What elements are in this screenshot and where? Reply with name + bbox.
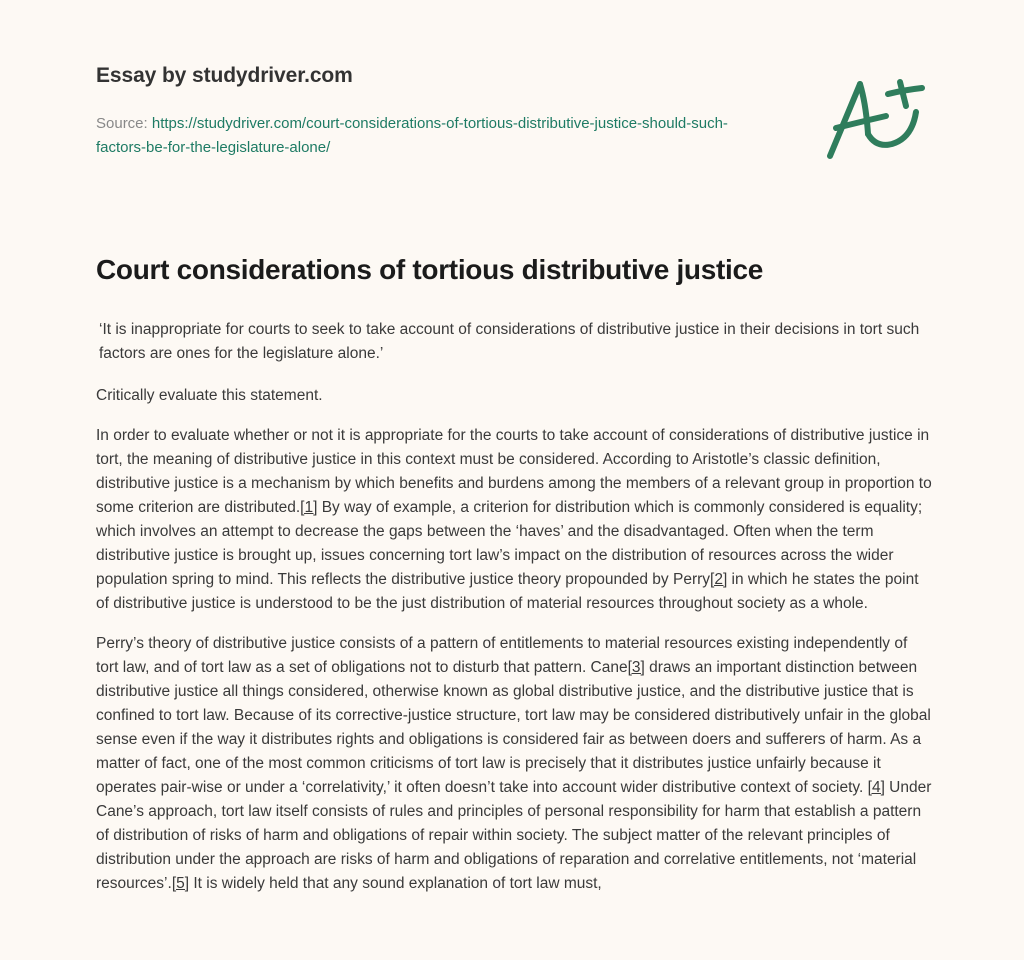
paragraph-2-text-a: Perry’s theory of distributive justice consists of a pattern of entitlements to material resources existing independently of tort law, and of tort law as a set of obligations not to disturb that pattern. Cane <box>96 635 908 676</box>
footnote-link-5[interactable]: [5] <box>171 875 190 892</box>
paragraph-2 <box>96 632 932 896</box>
paragraph-1-text-c: in which he states the point of distributive justice is understood to be the just distribution of material resources throughout society as a whole. <box>96 571 919 612</box>
source-line <box>96 112 736 160</box>
essay-prompt: Critically evaluate this statement. <box>96 387 323 404</box>
site-title: Essay by studydriver.com <box>96 64 353 87</box>
source-link[interactable]: https://studydriver.com/court-considerations-of-tortious-distributive-justice-should-such-factors-be-for-the-legislature-alone/ <box>96 115 728 156</box>
paragraph-2-text-d: It is widely held that any sound explanation of tort law must, <box>189 875 602 892</box>
paragraph-1-text-b: By way of example, a criterion for distribution which is commonly considered is equality; which involves an attempt to decrease the gaps between the ‘haves’ and the disadvantaged. Often when the term distributive justice is brought up, issues concerning tort law’s impact on the distribution of resources across the wider population spring to mind. This reflects the distributive justice theory propounded by Perry <box>96 499 923 588</box>
footnote-link-1[interactable]: [1] <box>300 499 318 516</box>
paragraph-2-text-b: draws an important distinction between distributive justice all things considered, otherwise known as global distributive justice, and the distributive justice that is confined to tort law. Because of its corrective-justice structure, tort law may be considered distributively unfair in the global sense even if the way it distributes rights and obligations is considered fair as between doers and sufferers of harm. As a matter of fact, one of the most common criticisms of tort law is precisely that it distributes justice unfairly because it operates pair-wise or under a ‘correlativity,’ it often doesn’t take into account wider distributive context of society. <box>96 659 931 796</box>
footnote-link-2[interactable]: [2] <box>710 571 728 588</box>
a-plus-grade-icon <box>820 64 932 168</box>
paragraph-1 <box>96 424 932 616</box>
essay-question-quote: ‘It is inappropriate for courts to seek to take account of considerations of distributive justice in their decisions in tort such factors are ones for the legislature alone.’ <box>99 321 920 362</box>
document-title: Court considerations of tortious distributive justice <box>96 254 764 285</box>
footnote-link-4[interactable]: [4] <box>867 779 885 796</box>
paragraph-1-text-a: In order to evaluate whether or not it is appropriate for the courts to take account of considerations of distributive justice in tort, the meaning of distributive justice in this context must be considered. According to Aristotle’s classic definition, distributive justice is a mechanism by which benefits and burdens among the members of a relevant group in proportion to some criterion are distributed. <box>96 427 932 516</box>
source-label: Source: <box>96 115 152 132</box>
footnote-link-3[interactable]: [3] <box>627 659 645 676</box>
document-body <box>96 318 932 912</box>
paragraph-2-text-c: Under Cane’s approach, tort law itself consists of rules and principles of personal responsibility for harm that establish a pattern of distribution of risks of harm and obligations of repair within society. The subject matter of the relevant principles of distribution under the approach are risks of harm and obligations of reparation and correlative entitlements, not ‘material resources’. <box>96 779 932 892</box>
